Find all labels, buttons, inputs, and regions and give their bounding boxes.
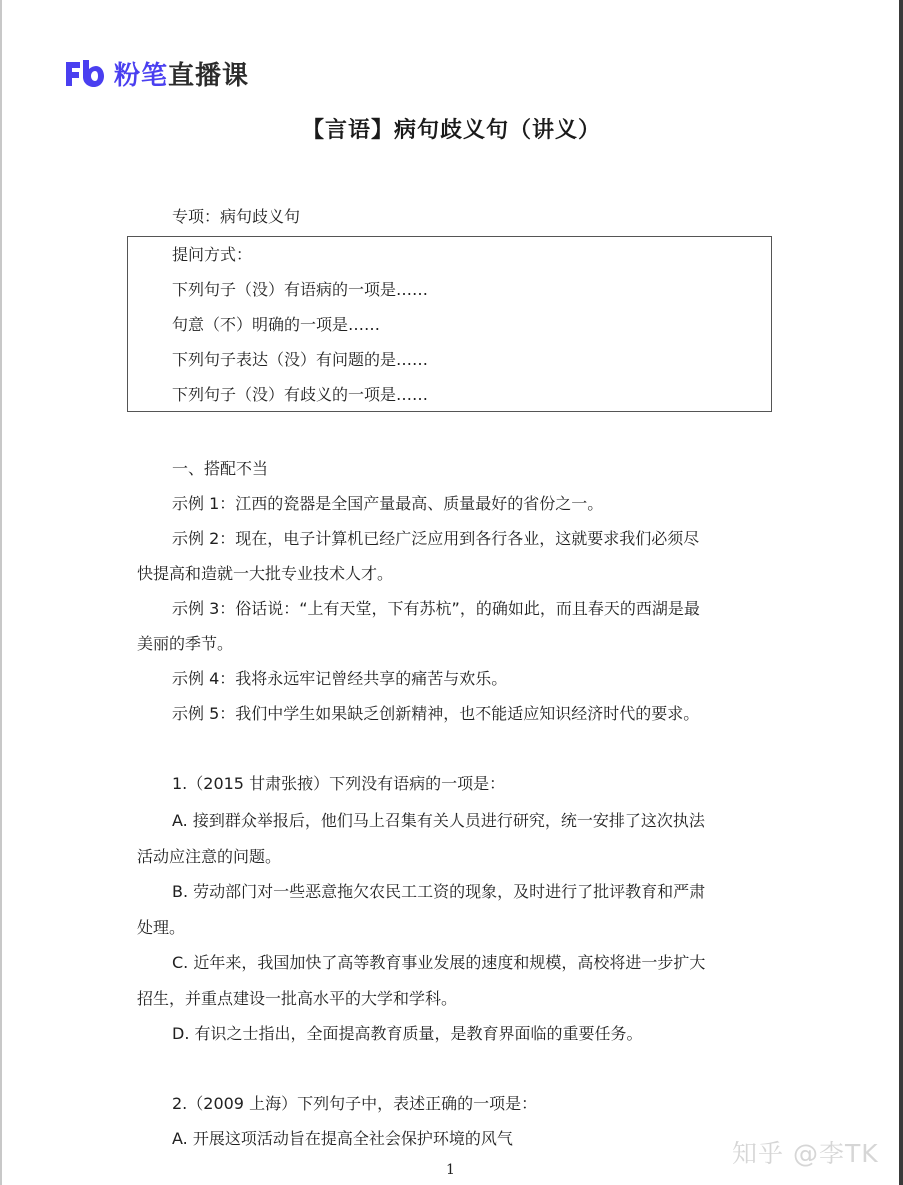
option-line-cont: 处理。 xyxy=(137,918,186,937)
fb-logo-icon xyxy=(64,58,104,88)
question-type-item: 下列句子（没）有语病的一项是…… xyxy=(172,280,429,299)
fenbi-logo xyxy=(64,56,249,90)
option-line: C. 近年来，我国加快了高等教育事业发展的速度和规模，高校将进一步扩大 xyxy=(172,953,706,972)
document-title: 【言语】病句歧义句（讲义） xyxy=(301,118,601,143)
option-line-cont: 活动应注意的问题。 xyxy=(137,847,282,866)
example-line-cont: 美丽的季节。 xyxy=(137,634,234,653)
question-box-heading: 提问方式： xyxy=(172,245,253,264)
question-type-item: 句意（不）明确的一项是…… xyxy=(172,315,381,334)
example-line: 示例 2：现在，电子计算机已经广泛应用到各行各业，这就要求我们必须尽 xyxy=(172,529,700,548)
page-number: 1 xyxy=(446,1162,455,1178)
option-line: D. 有识之士指出，全面提高教育质量，是教育界面临的重要任务。 xyxy=(172,1024,643,1043)
topic-label: 专项：病句歧义句 xyxy=(172,207,301,226)
example-line: 示例 3：俗话说：“上有天堂，下有苏杭”，的确如此，而且春天的西湖是最 xyxy=(172,599,700,618)
option-line-cont: 招生，并重点建设一批高水平的大学和学科。 xyxy=(137,989,458,1008)
zhihu-watermark: 知乎 @李TK xyxy=(732,1139,879,1168)
example-line: 示例 5：我们中学生如果缺乏创新精神，也不能适应知识经济时代的要求。 xyxy=(172,704,700,723)
question-stem: 2.（2009 上海）下列句子中，表述正确的一项是： xyxy=(172,1094,538,1113)
question-stem: 1.（2015 甘肃张掖）下列没有语病的一项是： xyxy=(172,774,506,793)
page-right-edge xyxy=(899,0,903,1185)
option-line: A. 接到群众举报后，他们马上召集有关人员进行研究，统一安排了这次执法 xyxy=(172,811,705,830)
question-type-item: 下列句子（没）有歧义的一项是…… xyxy=(172,385,429,404)
option-line: B. 劳动部门对一些恶意拖欠农民工工资的现象，及时进行了批评教育和严肃 xyxy=(172,882,706,901)
page-left-edge xyxy=(0,0,2,1185)
option-line: A. 开展这项活动旨在提高全社会保护环境的风气 xyxy=(172,1129,513,1148)
section-heading: 一、搭配不当 xyxy=(172,459,269,478)
example-line: 示例 4：我将永远牢记曾经共享的痛苦与欢乐。 xyxy=(172,669,508,688)
question-type-item: 下列句子表达（没）有问题的是…… xyxy=(172,350,429,369)
logo-suffix-text: 直播课 xyxy=(168,60,250,91)
example-line: 示例 1：江西的瓷器是全国产量最高、质量最好的省份之一。 xyxy=(172,494,604,513)
example-line-cont: 快提高和造就一大批专业技术人才。 xyxy=(137,564,394,583)
logo-brand-text: 粉笔 xyxy=(114,60,169,91)
